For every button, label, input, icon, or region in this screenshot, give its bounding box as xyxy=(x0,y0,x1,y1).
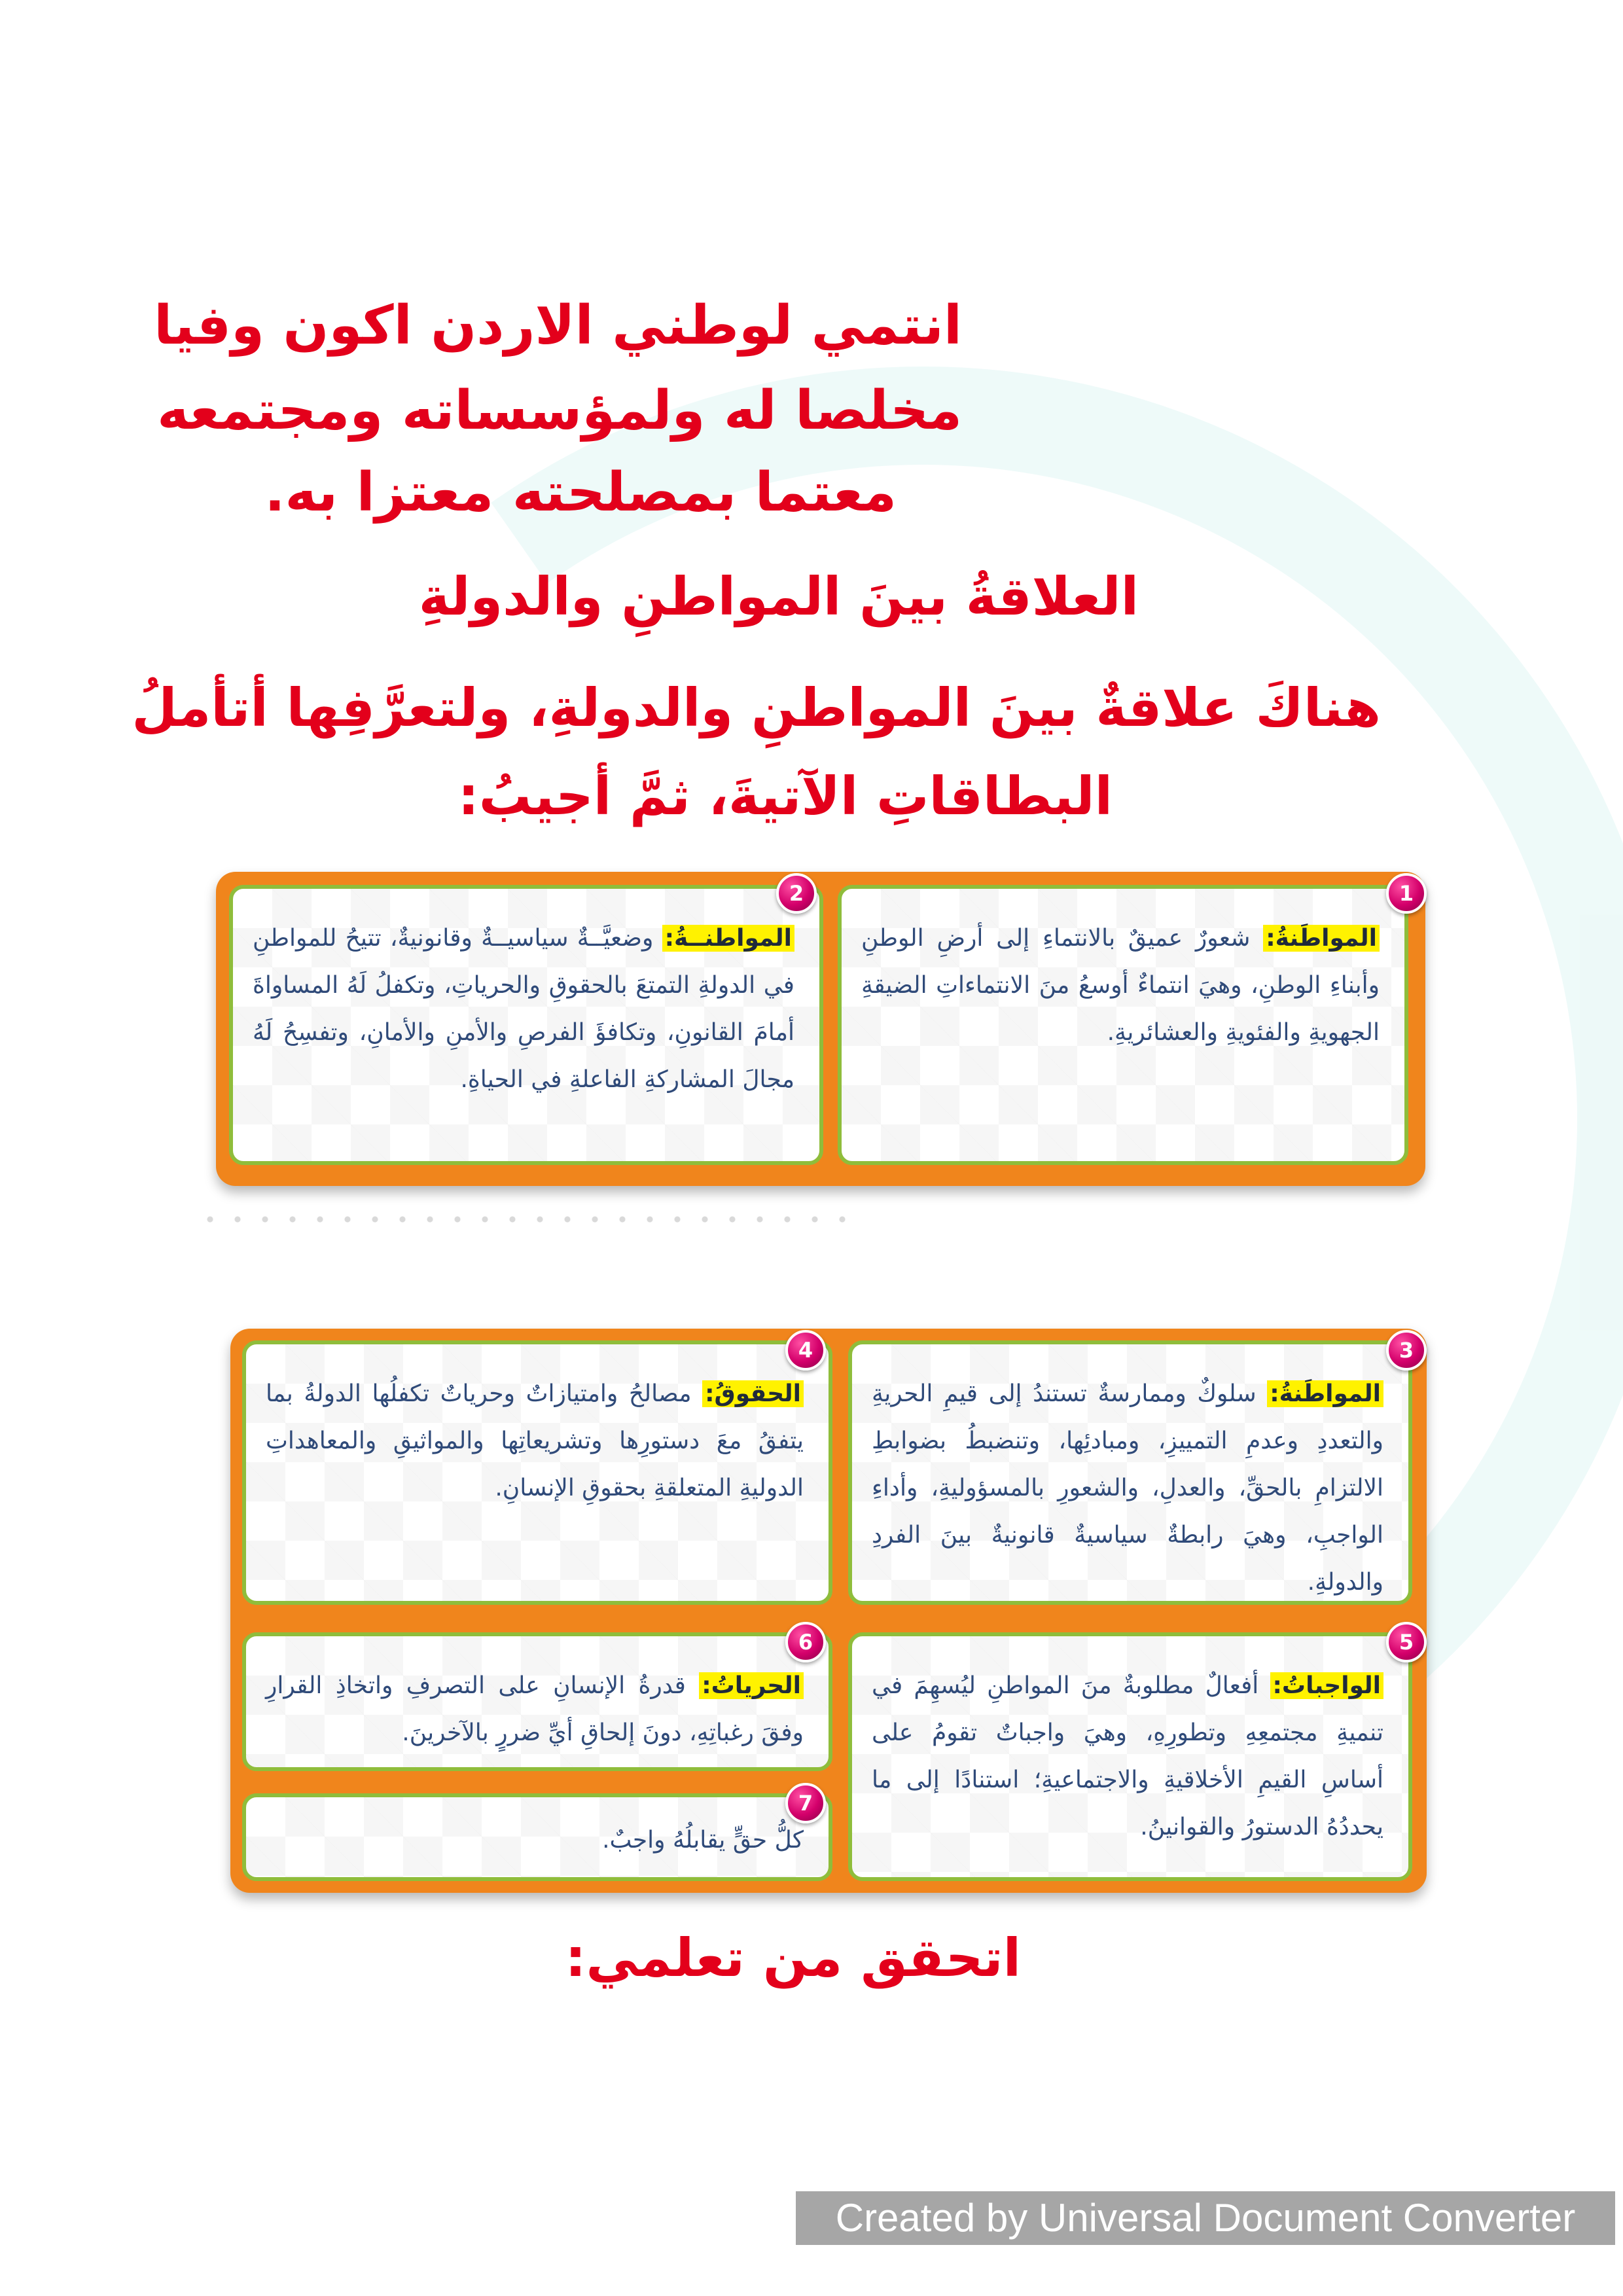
converter-footer: Created by Universal Document Converter xyxy=(796,2191,1615,2245)
card-number-badge: 5 xyxy=(1386,1622,1427,1662)
card-freedoms xyxy=(242,1632,832,1771)
card-term: الحقوقُ: xyxy=(702,1380,804,1407)
intro-line: انتمي لوطني الاردن اكون وفيا xyxy=(154,295,962,357)
card-term: المواطَنةُ: xyxy=(1263,925,1380,952)
card-rights xyxy=(242,1340,832,1605)
instruction-line: هناكَ علاقةٌ بينَ المواطنِ والدولةِ، ولتعرَّفِها أتأملُ xyxy=(132,677,1381,738)
card-right-duty xyxy=(242,1793,832,1881)
card-text: شعورٌ عميقٌ بالانتماءِ إلى أرضِ الوطنِ وأبناءِ الوطنِ، وهيَ انتماءٌ أوسعُ منَ الانتماءاتِ الضيقةِ الجهويةِ والفئويةِ والعشائريةِ. xyxy=(861,925,1380,1046)
card-duties xyxy=(848,1632,1412,1881)
card-citizenship-1 xyxy=(838,885,1408,1165)
dotted-divider xyxy=(196,1216,851,1223)
card-term: الحرياتُ: xyxy=(699,1672,804,1699)
intro-line: معتما بمصلحته معتزا به. xyxy=(264,461,897,524)
card-text: كلُّ حقٍّ يقابلُهُ واجبٌ. xyxy=(602,1827,804,1854)
card-text: قدرةُ الإنسانِ على التصرفِ واتخاذِ القرارِ وفقَ رغباتِهِ، دونَ إلحاقِ أيِّ ضررٍ بالآخرينَ. xyxy=(266,1672,804,1746)
card-term: المواطَنةُ: xyxy=(1267,1380,1383,1407)
card-text: سلوكٌ وممارسةٌ تستندُ إلى قيمِ الحريةِ والتعددِ وعدمِ التمييزِ، ومبادئِها، وتنضبطُ بضوابطِ الالتزامِ بالحقِّ، والعدلِ، والشعورِ بالمسؤوليةِ، وأداءِ الواجبِ، وهيَ رابطةٌ سياسيةٌ قانونيةٌ بينَ الفردِ والدولةِ. xyxy=(872,1380,1383,1596)
card-text: وضعيَّــةٌ سياسيــةٌ وقانونيةٌ، تتيحُ للمواطنِ في الدولةِ التمتعَ بالحقوقِ والحرياتِ، وتكفلُ لَهُ المساواةَ أمامَ القانونِ، وتكافؤَ الفرصِ والأمنِ والأمانِ، وتفسِحُ لَهُ مجالَ المشاركةِ الفاعلةِ في الحياةِ. xyxy=(253,925,794,1093)
check-learning-heading: اتحقق من تعلمي: xyxy=(565,1928,1021,1988)
card-number-badge: 3 xyxy=(1386,1330,1427,1371)
card-number-badge: 2 xyxy=(776,873,817,914)
card-number-badge: 1 xyxy=(1386,873,1427,914)
card-text: مصالحُ وامتيازاتٌ وحرياتٌ تكفلُها الدولةُ بما يتفقُ معَ دستورِها وتشريعاتِها والمواثيقِ والمعاهداتِ الدوليةِ المتعلقةِ بحقوقِ الإنسانِ. xyxy=(266,1380,804,1501)
card-term: المواطنــةُ: xyxy=(662,925,794,952)
intro-line: مخلصا له ولمؤسساته ومجتمعه xyxy=(157,380,962,442)
card-citizenship-2 xyxy=(229,885,823,1165)
card-term: الواجباتُ: xyxy=(1270,1672,1384,1699)
card-citizenship-3 xyxy=(848,1340,1412,1605)
section-title: العلاقةُ بينَ المواطنِ والدولةِ xyxy=(418,566,1139,627)
card-number-badge: 4 xyxy=(785,1330,826,1371)
card-text: أفعالٌ مطلوبةٌ منَ المواطنِ ليُسهِمَ في تنميةِ مجتمعِهِ وتطورِهِ، وهيَ واجباتٌ تقومُ على أساسِ القيمِ الأخلاقيةِ والاجتماعيةِ؛ استنادًا إلى ما يحددُهُ الدستورُ والقوانينُ. xyxy=(872,1672,1383,1840)
card-number-badge: 7 xyxy=(785,1783,826,1823)
card-number-badge: 6 xyxy=(785,1622,826,1662)
instruction-line: البطاقاتِ الآتيةَ، ثمَّ أجيبُ: xyxy=(457,766,1113,827)
